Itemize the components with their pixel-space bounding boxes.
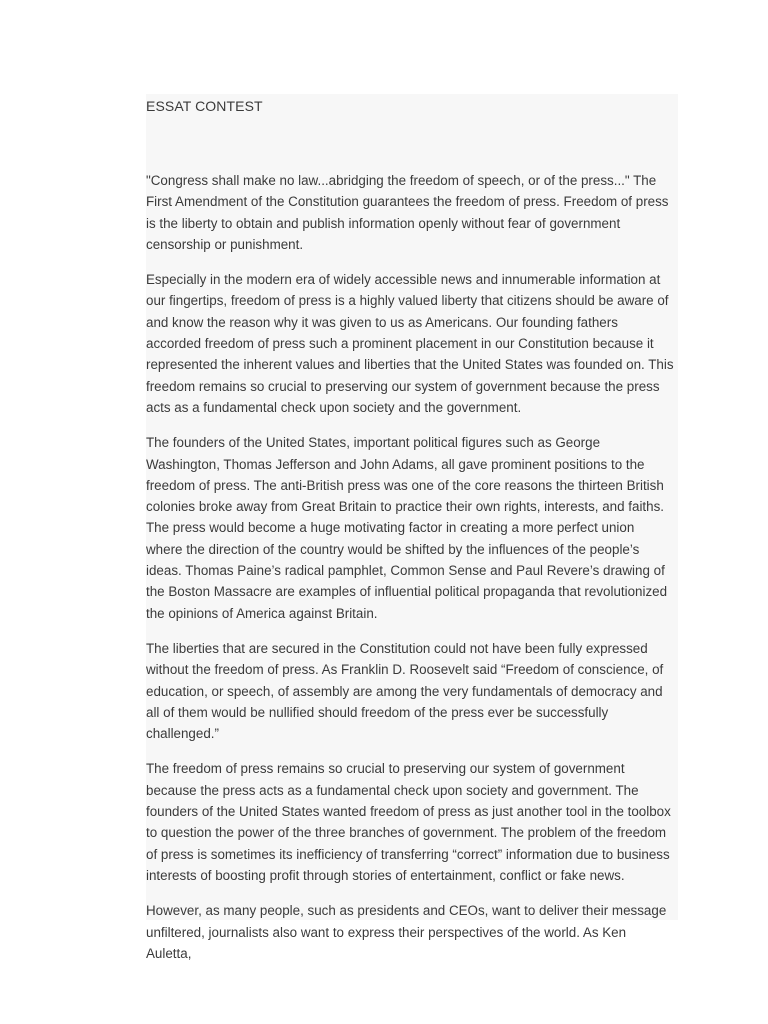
essay-content: [146, 94, 678, 961]
essay-paragraph-1: "Congress shall make no law...abridging the freedom of speech, or of the press..." The First Amendment of the Constitution guarantees the freedom of press. Freedom of press is the liberty to obtain and publish information openly without fear of government censorship or punishment.: [146, 173, 669, 252]
essay-paragraph-4: The liberties that are secured in the Constitution could not have been fully expressed without the freedom of press. As Franklin D. Roosevelt said “Freedom of conscience, of education, or speech, of assembly are among the very fundamentals of democracy and all of them would be nullified should freedom of the press ever be successfully challenged.”: [146, 640, 664, 742]
essay-paragraph-5: The freedom of press remains so crucial to preserving our system of government because the press acts as a fundamental check upon society and government. The founders of the United States wanted freedom of press as just another tool in the toolbox to question the power of the three branches of government. The problem of the freedom of press is sometimes its inefficiency of transferring “correct” information due to business interests of boosting profit through stories of entertainment, conflict or fake news.: [146, 761, 671, 883]
essay-paragraph-2: Especially in the modern era of widely accessible news and innumerable information at our fingertips, freedom of press is a highly valued liberty that citizens should be aware of and know the reason why it was given to us as Americans. Our founding fathers accorded freedom of press such a prominent placement in our Constitution because it represented the inherent values and liberties that the United States was founded on. This freedom remains so crucial to preserving our system of government because the press acts as a fundamental check upon society and the government.: [146, 272, 674, 415]
essay-paragraph-6: However, as many people, such as presidents and CEOs, want to deliver their message unfiltered, journalists also want to express their perspectives of the world. As Ken Auletta,: [146, 903, 667, 961]
essay-title: ESSAT CONTEST: [146, 98, 263, 114]
essay-body: [146, 170, 674, 964]
essay-paragraph-3: The founders of the United States, important political figures such as George Washington, Thomas Jefferson and John Adams, all gave prominent positions to the freedom of press. The anti-British press was one of the core reasons the thirteen British colonies broke away from Great Britain to practice their own rights, interests, and faiths. The press would become a huge motivating factor in creating a more perfect union where the direction of the country would be shifted by the influences of the people’s ideas. Thomas Paine’s radical pamphlet, Common Sense and Paul Revere’s drawing of the Boston Massacre are examples of influential political propaganda that revolutionized the opinions of America against Britain.: [146, 435, 668, 621]
